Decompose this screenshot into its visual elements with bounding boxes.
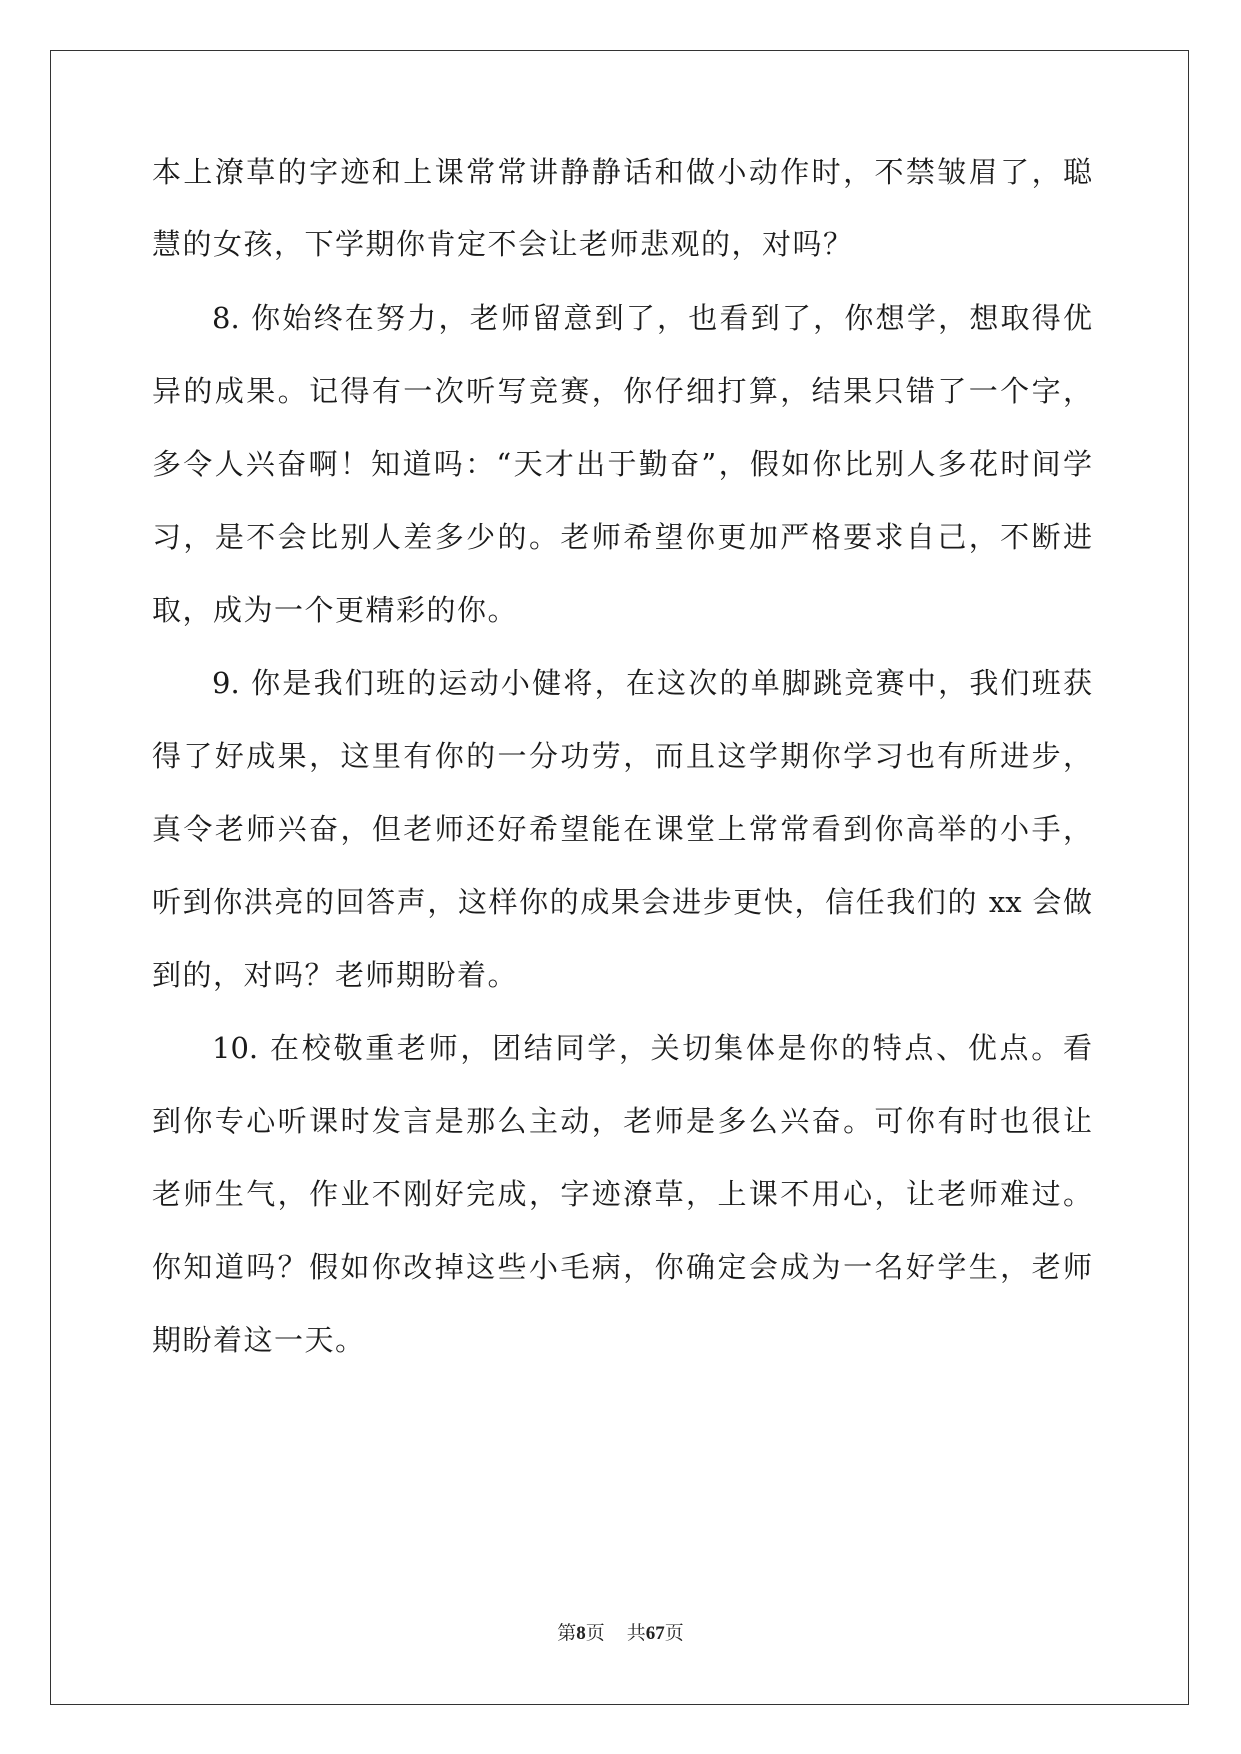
text-line: 你知道吗？假如你改掉这些小毛病，你确定会成为一名好学生，老师 [152,1250,1092,1284]
page-number: 8 [576,1623,586,1644]
page-footer [0,1621,1241,1646]
text-line: 慧的女孩，下学期你肯定不会让老师悲观的，对吗？ [152,227,854,261]
text-line: 本上潦草的字迹和上课常常讲静静话和做小动作时，不禁皱眉了，聪 [152,155,1092,189]
text-line: 老师生气，作业不刚好完成，字迹潦草，上课不用心，让老师难过。 [152,1177,1092,1211]
text-line: 习，是不会比别人差多少的。老师希望你更加严格要求自己，不断进 [152,520,1092,554]
text-line: 期盼着这一天。 [152,1323,366,1357]
paragraph-10-start: 10. 在校敬重老师，团结同学，关切集体是你的特点、优点。看 [212,1031,1092,1065]
text-line: 真令老师兴奋，但老师还好希望能在课堂上常常看到你高举的小手， [152,812,1092,846]
total-prefix: 共 [626,1622,646,1644]
text-line: 听到你洪亮的回答声，这样你的成果会进步更快，信任我们的 xx 会做 [152,885,1092,919]
text-line: 得了好成果，这里有你的一分功劳，而且这学期你学习也有所进步， [152,739,1092,773]
text-line: 异的成果。记得有一次听写竞赛，你仔细打算，结果只错了一个字， [152,374,1092,408]
paragraph-9-start: 9. 你是我们班的运动小健将，在这次的单脚跳竞赛中，我们班获 [212,666,1092,700]
paragraph-8-start: 8. 你始终在努力，老师留意到了，也看到了，你想学，想取得优 [212,301,1092,335]
text-line: 多令人兴奋啊！知道吗：“天才出于勤奋”，假如你比别人多花时间学 [152,447,1092,481]
page-total: 67 [645,1623,665,1644]
text-line: 取，成为一个更精彩的你。 [152,593,519,627]
total-suffix: 页 [664,1622,684,1644]
page-suffix: 页 [585,1622,605,1644]
text-line: 到你专心听课时发言是那么主动，老师是多么兴奋。可你有时也很让 [152,1104,1092,1138]
page-prefix: 第 [557,1622,577,1644]
text-line: 到的，对吗？老师期盼着。 [152,958,519,992]
